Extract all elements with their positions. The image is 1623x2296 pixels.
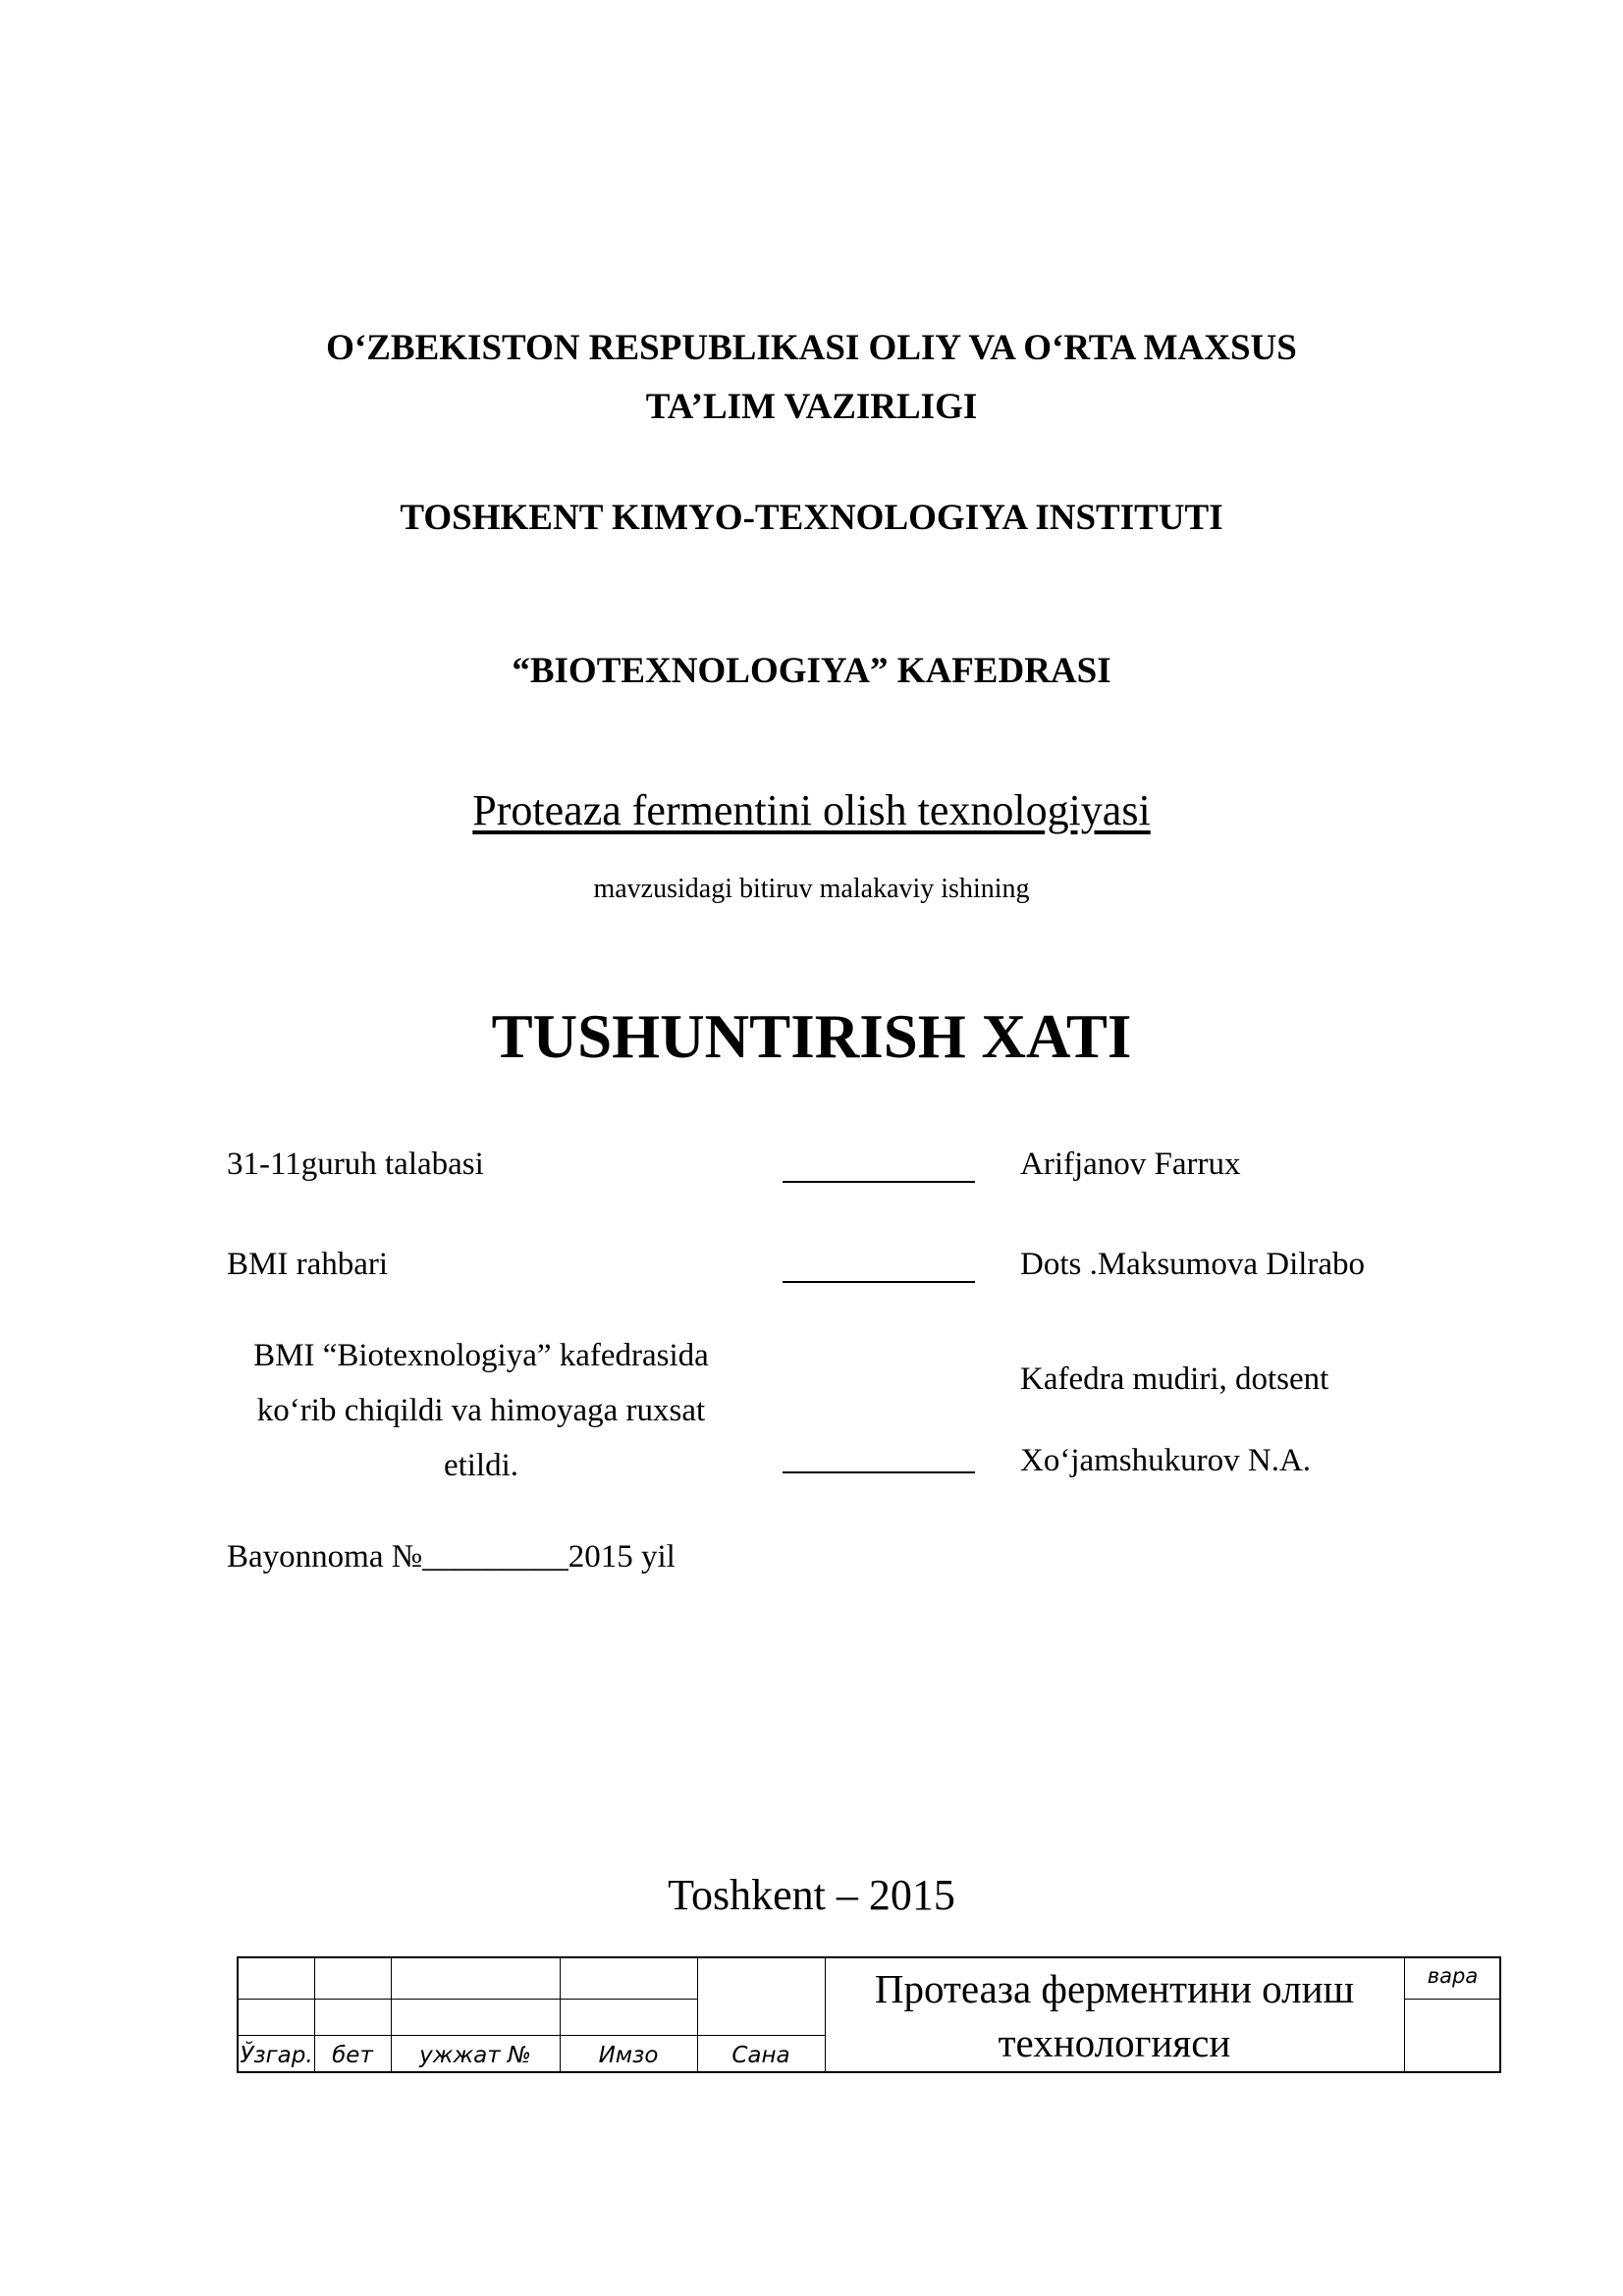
document-title: TUSHUNTIRISH XATI (491, 1002, 1132, 1071)
approval-line-3: etildi. (443, 1448, 519, 1483)
supervisor-name: Dots .Maksumova Dilrabo (1020, 1247, 1366, 1282)
student-signature-line (783, 1181, 975, 1183)
title-block-stamp (237, 1956, 1501, 2073)
ministry-header (0, 319, 1623, 437)
supervisor-signature-line (783, 1281, 975, 1283)
stamp-row-line (239, 2035, 825, 2036)
place-year: Toshkent – 2015 (668, 1871, 955, 1919)
department-head-signature-line (783, 1471, 975, 1473)
approval-line-1: BMI “Biotexnologiya” kafedrasida (253, 1338, 709, 1373)
student-role: 31-11guruh talabasi (227, 1147, 484, 1182)
stamp-label-change: Ўзгар. (240, 2043, 313, 2068)
approval-line-2: ko‘rib chiqildi va himoyaga ruxsat (256, 1393, 706, 1428)
department-head-title: Kafedra mudiri, dotsent (1020, 1362, 1329, 1397)
department-name: “BIOTEXNOLOGIYA” KAFEDRASI (512, 651, 1111, 691)
stamp-label-signature: Имзо (598, 2043, 659, 2068)
institute-name: TOSHKENT KIMYO-TEXNOLOGIYA INSTITUTI (400, 498, 1223, 538)
stamp-label-document-number: ужжат № (419, 2043, 531, 2068)
department-head-name: Xo‘jamshukurov N.A. (1020, 1443, 1312, 1478)
topic-subtitle: mavzusidagi bitiruv malakaviy ishining (593, 874, 1030, 904)
stamp-sheet-label: вара (1427, 1964, 1479, 1988)
stamp-document-name (825, 1958, 1404, 2073)
stamp-label-date: Сана (731, 2043, 790, 2068)
stamp-label-page: бет (332, 2043, 373, 2068)
supervisor-role: BMI rahbari (227, 1247, 389, 1282)
stamp-row-line (239, 1999, 697, 2000)
department-approval (236, 1328, 727, 1493)
stamp-row-line (1404, 1999, 1501, 2000)
topic-title-text: Proteaza fermentini olish texnologiyasi (472, 786, 1151, 834)
student-name: Arifjanov Farrux (1020, 1147, 1241, 1182)
ministry-line-2: TA’LIM VAZIRLIGI (645, 387, 978, 427)
stamp-document-name-line-1: Протеаза ферментини олиш (874, 1965, 1355, 2011)
ministry-line-1: O‘ZBEKISTON RESPUBLIKASI OLIY VA O‘RTA MAXSUS (326, 328, 1297, 368)
topic-title (0, 785, 1623, 835)
stamp-document-name-line-2: технологияси (998, 2019, 1231, 2065)
protocol-line: Bayonnoma №_________2015 yil (227, 1539, 676, 1575)
